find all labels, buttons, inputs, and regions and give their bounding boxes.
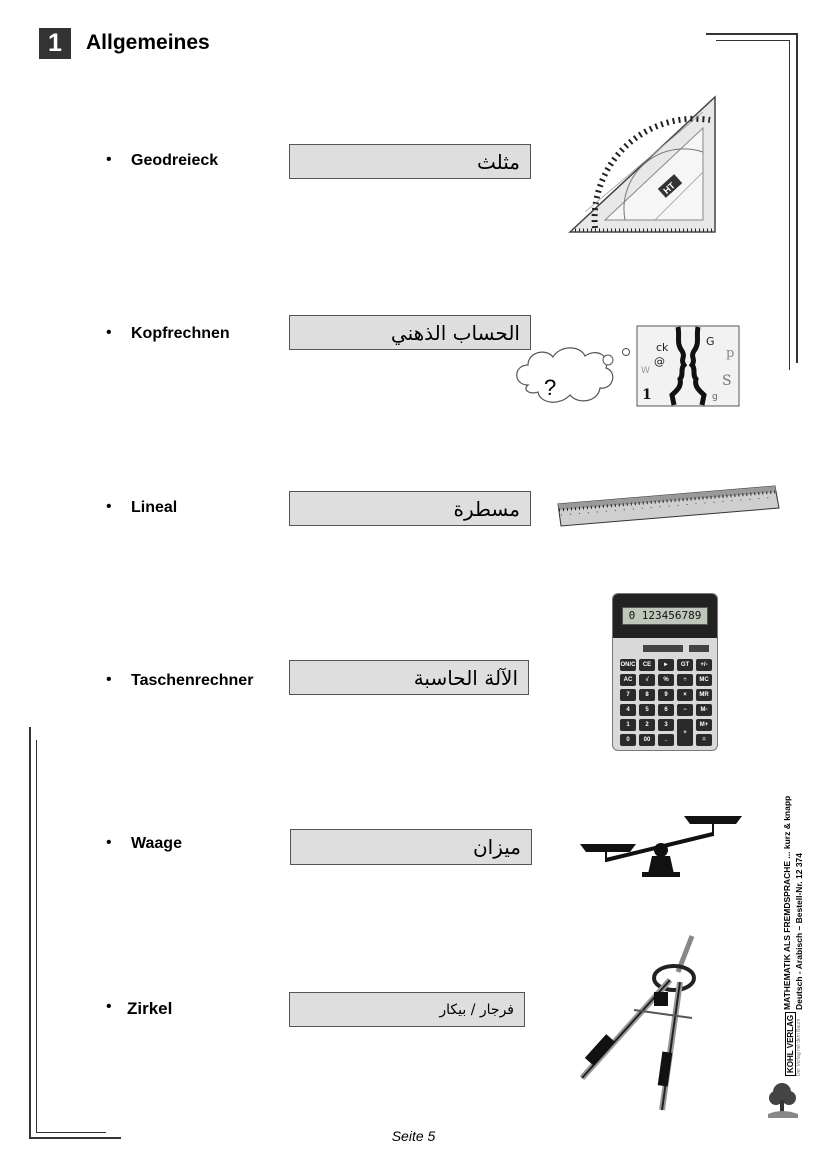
calculator-key: 00 <box>639 734 655 746</box>
head-letter: G <box>706 335 715 348</box>
head-letter: W <box>641 366 650 376</box>
bullet: • <box>106 834 112 851</box>
calculator-key: 2 <box>639 719 655 731</box>
calculator-key: 1 <box>620 719 636 731</box>
question-mark: ? <box>544 375 557 400</box>
calculator-key: − <box>677 704 693 716</box>
calculator-key: √ <box>639 674 655 686</box>
translation-zirkel: فرجار / بيكار <box>289 992 525 1027</box>
calculator-key: ON/C <box>620 659 636 671</box>
thought-cloud-illustration <box>508 340 638 415</box>
calculator-key: . <box>658 734 674 746</box>
calculator-key: 5 <box>639 704 655 716</box>
frame-top-right-v2 <box>789 40 790 370</box>
term-kopfrechnen: Kopfrechnen <box>131 325 230 342</box>
head-letter: S <box>722 373 732 389</box>
translation-kopfrechnen: الحساب الذهني <box>289 315 531 350</box>
frame-bottom-left-v2 <box>36 740 37 1133</box>
bullet: • <box>106 671 112 688</box>
head-letter: g <box>712 392 718 402</box>
calculator-illustration <box>612 593 718 751</box>
calculator-key: 9 <box>658 689 674 701</box>
bullet: • <box>106 151 112 168</box>
calculator-key: +/- <box>696 659 712 671</box>
scale-illustration <box>578 812 744 878</box>
term-waage: Waage <box>131 835 182 852</box>
translation-waage: ميزان <box>290 829 532 865</box>
calculator-key: ► <box>658 659 674 671</box>
bullet: • <box>106 498 112 515</box>
term-lineal: Lineal <box>131 499 178 516</box>
head-letter: ck <box>656 341 669 354</box>
head-letter: p <box>726 346 735 361</box>
publisher-name: KOHL VERLAG <box>785 1012 796 1076</box>
publisher-sidebar <box>760 750 810 1120</box>
calculator-key: AC <box>620 674 636 686</box>
frame-top-right-h2 <box>716 40 790 41</box>
calculator-key: = <box>696 734 712 746</box>
calculator-key: M- <box>696 704 712 716</box>
head-letter: 1 <box>642 387 652 403</box>
calculator-key: 0 <box>620 734 636 746</box>
tree-logo-icon <box>766 1080 800 1120</box>
bullet: • <box>106 998 112 1015</box>
calculator-keypad <box>620 659 712 746</box>
ruler-illustration <box>555 482 781 530</box>
compass-illustration <box>574 932 700 1112</box>
calculator-key: 3 <box>658 719 674 731</box>
translation-lineal: مسطرة <box>289 491 531 526</box>
calculator-key: + <box>677 719 693 746</box>
calculator-key: GT <box>677 659 693 671</box>
publisher-tagline: Der Verlag mit dem Baum <box>796 1018 802 1076</box>
section-number: 1 <box>39 28 71 59</box>
term-zirkel: Zirkel <box>127 999 173 1018</box>
calculator-key: % <box>658 674 674 686</box>
calculator-key: MC <box>696 674 712 686</box>
calculator-key: 8 <box>639 689 655 701</box>
calculator-key: M+ <box>696 719 712 731</box>
calculator-solar-panel <box>643 645 683 652</box>
set-square-logo: HT <box>661 180 677 196</box>
frame-bottom-left-v1 <box>29 727 31 1139</box>
calculator-solar-panel <box>689 645 709 652</box>
calculator-key: 7 <box>620 689 636 701</box>
translation-geodreieck: مثلث <box>289 144 531 179</box>
bullet: • <box>106 324 112 341</box>
calculator-key: CE <box>639 659 655 671</box>
term-taschenrechner: Taschenrechner <box>131 672 254 689</box>
term-geodreieck: Geodreieck <box>131 152 219 169</box>
calculator-display: 0 123456789 <box>622 607 708 625</box>
series-title: MATHEMATIK ALS FREMDSPRACHE ... kurz & knapp <box>782 795 792 1010</box>
translation-taschenrechner: الآلة الحاسبة <box>289 660 529 695</box>
set-square-illustration <box>565 92 721 236</box>
page-number: Seite 5 <box>391 1128 436 1144</box>
head-letter: @ <box>654 355 665 368</box>
calculator-key: 6 <box>658 704 674 716</box>
edition-info: Deutsch - Arabisch – Bestell-Nr. 12 374 <box>794 852 804 1010</box>
calculator-key: MR <box>696 689 712 701</box>
calculator-key: 4 <box>620 704 636 716</box>
section-title: Allgemeines <box>86 31 210 54</box>
frame-top-right-h1 <box>706 33 798 35</box>
calculator-key: ÷ <box>677 674 693 686</box>
calculator-key: × <box>677 689 693 701</box>
frame-top-right-v1 <box>796 33 798 363</box>
thinking-heads-illustration <box>636 325 740 407</box>
